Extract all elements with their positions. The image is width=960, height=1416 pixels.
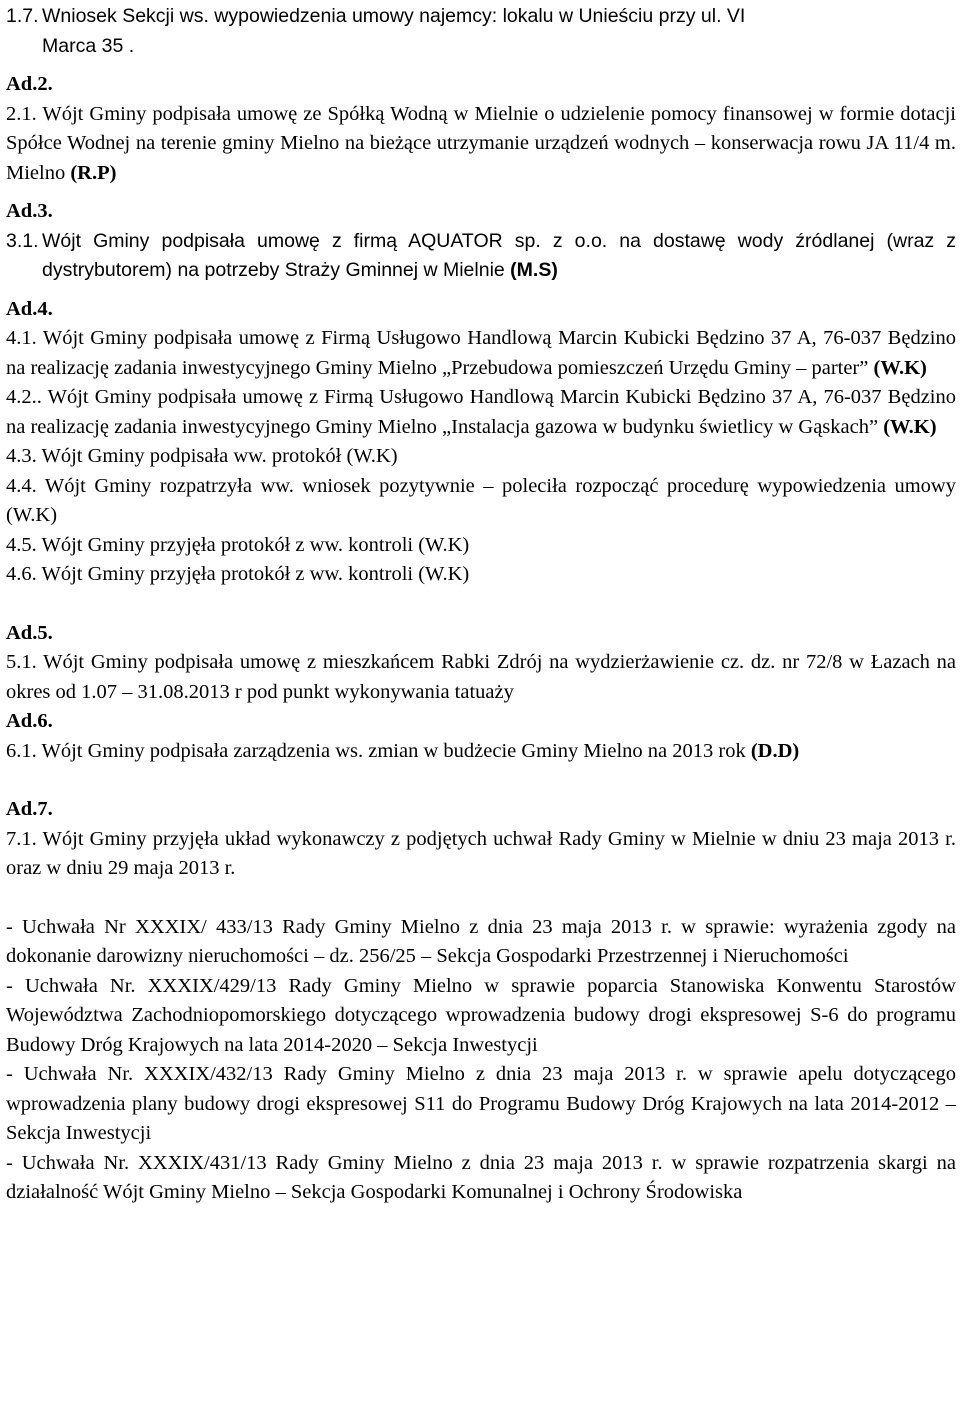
resolution-432: - Uchwała Nr. XXXIX/432/13 Rady Gminy Mielno z dnia 23 maja 2013 r. w sprawie apelu dotyczącego wprowadzenia plany budowy drogi ekspresowej S11 do Programu Budowy Dróg Krajowych na lata 2014-2012 – Sekcja Inwestycji — [6, 1063, 956, 1144]
section-1-7 — [6, 2, 956, 61]
resolution-429: - Uchwała Nr. XXXIX/429/13 Rady Gminy Mielno w sprawie poparcia Stanowiska Konwentu Starostów Województwa Zachodniopomorskiego dotyczącego wprowadzenia budowy drogi ekspresowej S-6 do programu Budowy Dróg Krajowych na lata 2014-2020 – Sekcja Inwestycji — [6, 974, 956, 1056]
section-6-1: 6.1. Wójt Gminy podpisała zarządzenia ws. zmian w budżecie Gminy Mielno na 2013 rok (D.D) — [6, 739, 800, 762]
section-4-4: 4.4. Wójt Gminy rozpatrzyła ww. wniosek pozytywnie – poleciła rozpocząć procedurę wypowiedzenia umowy (W.K) — [6, 474, 956, 526]
section-4-5: 4.5. Wójt Gminy przyjęła protokół z ww. kontroli (W.K) — [6, 533, 470, 556]
heading-ad-3: Ad.3. — [6, 200, 53, 222]
section-4-3: 4.3. Wójt Gminy podpisała ww. protokół (W.K) — [6, 445, 398, 467]
heading-ad-7: Ad.7. — [6, 798, 53, 820]
section-1-7-number: 1.7. — [6, 5, 39, 27]
section-3-1-number: 3.1. — [6, 229, 39, 252]
heading-ad-2: Ad.2. — [6, 73, 53, 95]
resolution-433: - Uchwała Nr XXXIX/ 433/13 Rady Gminy Mielno z dnia 23 maja 2013 r. w sprawie: wyrażenia zgody na dokonanie darowizny nieruchomości – dz. 256/25 – Sekcja Gospodarki Przestrzennej i Nieruchomości — [6, 915, 956, 967]
section-1-7-text: Wniosek Sekcji ws. wypowiedzenia umowy najemcy: lokalu w Unieściu przy ul. VI — [42, 5, 746, 27]
section-2-1: 2.1. Wójt Gminy podpisała umowę ze Spółką Wodną w Mielnie o udzielenie pomocy finansowej w formie dotacji Spółce Wodnej na terenie gminy Mielno na bieżące utrzymanie urządzeń wodnych – konserwacja rowu JA 11/4 m. Mielno (R.P) — [6, 102, 956, 184]
section-5-1: 5.1. Wójt Gminy podpisała umowę z mieszkańcem Rabki Zdrój na wydzierżawienie cz. dz. nr 72/8 w Łazach na okres od 1.07 – 31.08.2013 r pod punkt wykonywania tatuaży — [6, 651, 956, 703]
section-1-7-continuation: Marca 35 . — [42, 34, 135, 57]
section-4-1: 4.1. Wójt Gminy podpisała umowę z Firmą Usługowo Handlową Marcin Kubicki Będzino 37 A, 76-037 Będzino na realizację zadania inwestycyjnego Gminy Mielno „Przebudowa pomieszczeń Urzędu Gminy – parter” (W.K) — [6, 327, 956, 379]
section-4-6: 4.6. Wójt Gminy przyjęła protokół z ww. kontroli (W.K) — [6, 563, 470, 585]
section-4-2: 4.2.. Wójt Gminy podpisała umowę z Firmą Usługowo Handlową Marcin Kubicki Będzino 37 A, 76-037 Będzino na realizację zadania inwestycyjnego Gminy Mielno „Instalacja gazowa w budynku świetlicy w Gąskach” (W.K) — [6, 386, 956, 438]
heading-ad-4: Ad.4. — [6, 297, 53, 320]
heading-ad-5: Ad.5. — [6, 621, 53, 644]
resolution-431: - Uchwała Nr. XXXIX/431/13 Rady Gminy Mielno z dnia 23 maja 2013 r. w sprawie rozpatrzenia skargi na działalność Wójt Gminy Mielno – Sekcja Gospodarki Komunalnej i Ochrony Środowiska — [6, 1151, 956, 1203]
section-3-1: 3.1. Wójt Gminy podpisała umowę z firmą AQUATOR sp. z o.o. na dostawę wody źródlanej (wraz z dystrybutorem) na potrzeby Straży Gminnej w Mielnie (M.S) — [6, 227, 956, 286]
section-7-1: 7.1. Wójt Gminy przyjęła układ wykonawczy z podjętych uchwał Rady Gminy w Mielnie w dniu 23 maja 2013 r. oraz w dniu 29 maja 2013 r. — [6, 827, 956, 879]
heading-ad-6: Ad.6. — [6, 710, 53, 732]
